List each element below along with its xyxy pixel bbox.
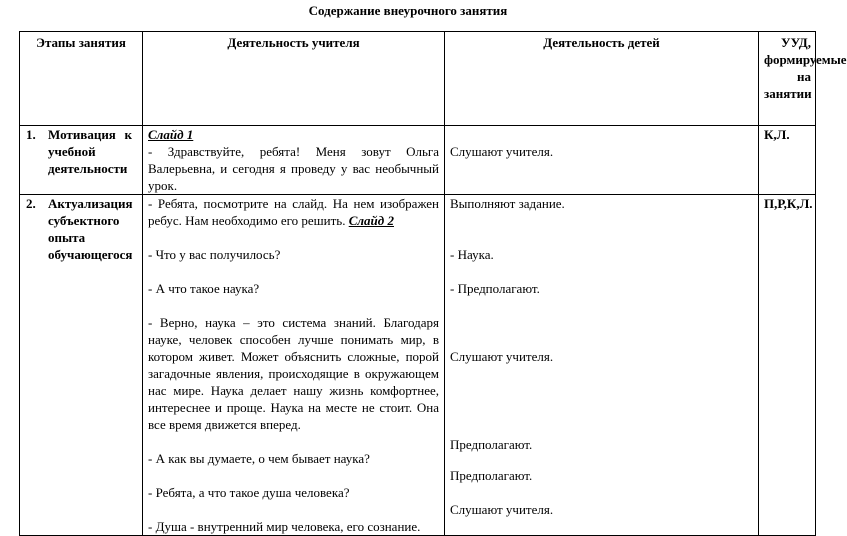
header-children: Деятельность детей xyxy=(445,32,759,126)
stage-cell xyxy=(20,195,143,536)
children-cell xyxy=(445,195,759,536)
slide-label: Слайд 2 xyxy=(348,213,394,228)
teacher-question: - Что у вас получилось? xyxy=(148,247,281,262)
stage-cell xyxy=(20,126,143,195)
stage-number: 2. xyxy=(26,196,36,211)
table-row xyxy=(20,195,816,536)
teacher-question: - Ребята, а что такое душа человека? xyxy=(148,485,350,500)
children-text: Слушают учителя. xyxy=(450,144,554,159)
children-answer: - Предполагают. xyxy=(450,281,540,296)
children-answer: - Наука. xyxy=(450,247,494,262)
page-title: Содержание внеурочного занятия xyxy=(308,3,508,18)
teacher-paragraph: - Верно, наука – это система знаний. Благодаря науке, человек способен лучше понимать мир, в котором живет. Может объяснить сложные, порой загадочные явления, происходящие в окружающем нас мире. Наука делает нашу жизнь комфортнее, интереснее и проще. Наука на месте не стоит. Она все время движется вперед. xyxy=(148,315,439,432)
header-uud: УУД, формируемые на занятии xyxy=(759,32,816,126)
header-teacher: Деятельность учителя xyxy=(143,32,445,126)
uud-cell: П,Р,К,Л. xyxy=(759,195,816,536)
header-stages: Этапы занятия xyxy=(20,32,143,126)
table-row xyxy=(20,126,816,195)
uud-cell: К,Л. xyxy=(759,126,816,195)
teacher-question: - А что такое наука? xyxy=(148,281,260,296)
teacher-text-part: - Ребята, посмотрите на слайд. На нем изображен ребус. Нам необходимо его решить. xyxy=(148,196,439,228)
teacher-text xyxy=(148,195,439,229)
children-cell xyxy=(445,126,759,195)
teacher-question: - А как вы думаете, о чем бывает наука? xyxy=(148,451,370,466)
children-answer: Предполагают. xyxy=(450,437,533,452)
teacher-cell xyxy=(143,195,445,536)
teacher-text: - Здравствуйте, ребята! Меня зовут Ольга Валерьевна, и сегодня я проведу у вас необычный урок. xyxy=(148,144,439,193)
slide-label: Слайд 1 xyxy=(148,127,194,142)
children-answer: Слушают учителя. xyxy=(450,349,554,364)
table-header-row xyxy=(20,32,816,126)
stage-number: 1. xyxy=(26,127,36,142)
teacher-question: - Душа - внутренний мир человека, его сознание. xyxy=(148,519,421,534)
stage-name: Мотивация к учебной деятельности xyxy=(48,127,132,176)
stage-name: Актуализация субъектного опыта обучающегося xyxy=(48,196,133,262)
children-answer: Предполагают. xyxy=(450,468,533,483)
children-answer: Слушают учителя. xyxy=(450,502,554,517)
lesson-table xyxy=(19,31,847,536)
teacher-cell xyxy=(143,126,445,195)
children-answer: Выполняют задание. xyxy=(450,196,565,211)
